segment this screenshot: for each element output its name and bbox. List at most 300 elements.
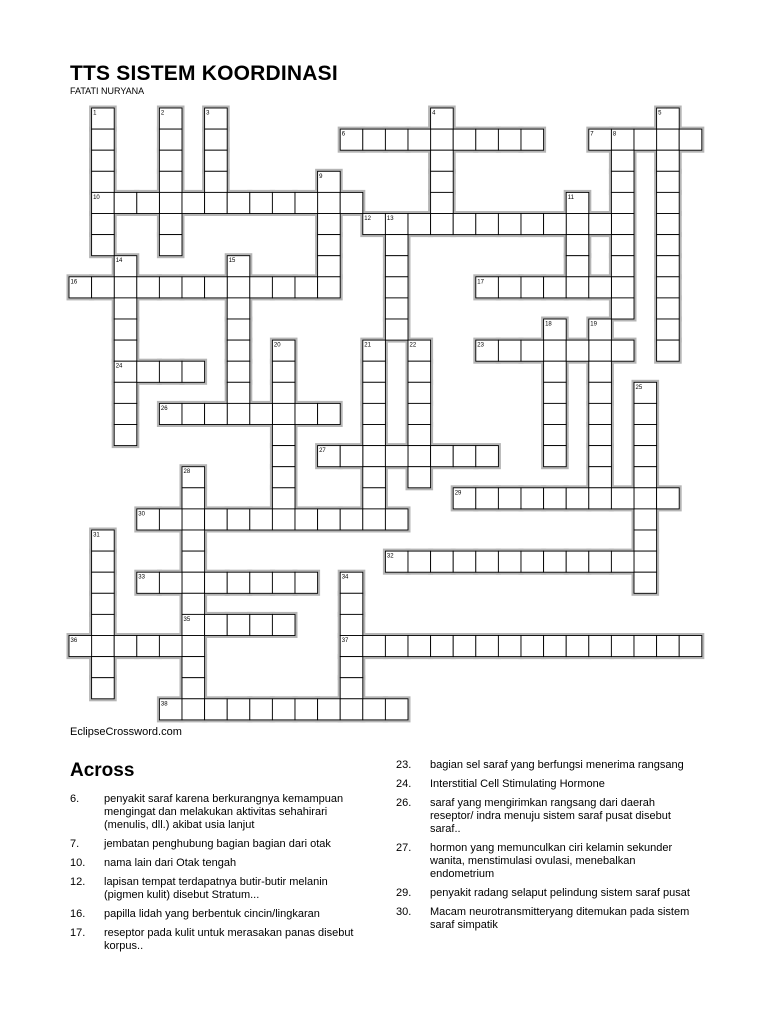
- grid-cell[interactable]: [272, 614, 295, 635]
- clue-item: [396, 778, 696, 791]
- grid-cell[interactable]: [657, 298, 680, 319]
- grid-cell[interactable]: [611, 235, 634, 256]
- clue-number-label: 31: [93, 532, 100, 539]
- grid-cell[interactable]: [272, 467, 295, 488]
- clue-item: [396, 797, 696, 836]
- grid-cell[interactable]: [657, 235, 680, 256]
- grid-cell[interactable]: [205, 509, 228, 530]
- grid-cell[interactable]: [431, 636, 454, 657]
- grid-cell[interactable]: [657, 340, 680, 361]
- grid-cell[interactable]: [521, 551, 544, 572]
- grid-cell[interactable]: [92, 214, 115, 235]
- grid-cell[interactable]: [634, 446, 657, 467]
- grid-cell[interactable]: [498, 214, 521, 235]
- grid-cell[interactable]: [589, 403, 612, 424]
- grid-cell[interactable]: [250, 509, 273, 530]
- grid-cell[interactable]: [408, 467, 431, 488]
- grid-cell[interactable]: [340, 509, 363, 530]
- grid-cell[interactable]: [363, 636, 386, 657]
- grid-cell[interactable]: [182, 277, 205, 298]
- grid-cell[interactable]: [544, 361, 567, 382]
- grid-cell[interactable]: [453, 636, 476, 657]
- grid-cell[interactable]: [92, 614, 115, 635]
- grid-cell[interactable]: [363, 467, 386, 488]
- clue-text: reseptor pada kulit untuk merasakan panas disebut korpus..: [104, 927, 354, 952]
- grid-cell[interactable]: [476, 214, 499, 235]
- grid-cell[interactable]: [566, 235, 589, 256]
- grid-cell[interactable]: [363, 699, 386, 720]
- grid-cell[interactable]: [205, 150, 228, 171]
- grid-cell[interactable]: [634, 551, 657, 572]
- grid-cell[interactable]: [589, 382, 612, 403]
- grid-cell[interactable]: [159, 509, 182, 530]
- grid-cell[interactable]: [272, 425, 295, 446]
- grid-cell[interactable]: [318, 214, 341, 235]
- grid-cell[interactable]: [227, 298, 250, 319]
- grid-cell[interactable]: [611, 636, 634, 657]
- grid-cell[interactable]: [611, 256, 634, 277]
- grid-cell[interactable]: [182, 192, 205, 213]
- clue-number-label: 10: [93, 194, 100, 201]
- grid-cell[interactable]: [408, 361, 431, 382]
- clue-number-label: 12: [364, 216, 371, 222]
- grid-cell[interactable]: [385, 509, 408, 530]
- clue-number-label: 21: [364, 342, 371, 349]
- grid-cell[interactable]: [476, 129, 499, 150]
- grid-cell[interactable]: [476, 446, 499, 467]
- grid-cell[interactable]: [611, 192, 634, 213]
- grid-cell[interactable]: [272, 509, 295, 530]
- grid-cell[interactable]: [476, 551, 499, 572]
- grid-cell[interactable]: [566, 214, 589, 235]
- grid-cell[interactable]: [318, 699, 341, 720]
- grid-cell[interactable]: [657, 171, 680, 192]
- puzzle-title: TTS SISTEM KOORDINASI: [70, 62, 338, 85]
- grid-cell[interactable]: [566, 551, 589, 572]
- grid-cell[interactable]: [182, 678, 205, 699]
- grid-cell[interactable]: [92, 551, 115, 572]
- grid-cell[interactable]: [544, 340, 567, 361]
- grid-cell[interactable]: [227, 699, 250, 720]
- grid-cell[interactable]: [385, 636, 408, 657]
- clue-number-label: 38: [160, 701, 168, 708]
- grid-cell[interactable]: [544, 277, 567, 298]
- grid-cell[interactable]: [498, 129, 521, 150]
- grid-cell[interactable]: [159, 214, 182, 235]
- clue-number-label: 5: [658, 110, 662, 117]
- clue-number: 23.: [396, 759, 412, 771]
- grid-cell[interactable]: [611, 150, 634, 171]
- clue-item: [70, 838, 360, 851]
- grid-cell[interactable]: [205, 572, 228, 593]
- grid-cell[interactable]: [476, 636, 499, 657]
- clue-item: [70, 908, 360, 921]
- grid-cell[interactable]: [566, 256, 589, 277]
- grid-cell[interactable]: [385, 319, 408, 340]
- grid-cell[interactable]: [250, 614, 273, 635]
- grid-cell[interactable]: [318, 235, 341, 256]
- grid-cell[interactable]: [182, 509, 205, 530]
- puzzle-author: FATATI NURYANA: [70, 86, 145, 96]
- grid-cell[interactable]: [159, 150, 182, 171]
- grid-cell[interactable]: [634, 425, 657, 446]
- clue-number: 24.: [396, 778, 412, 790]
- grid-cell[interactable]: [227, 319, 250, 340]
- grid-cell[interactable]: [634, 467, 657, 488]
- grid-cell[interactable]: [318, 277, 341, 298]
- grid-cell[interactable]: [634, 636, 657, 657]
- clue-number-label: 17: [477, 279, 484, 286]
- grid-cell[interactable]: [182, 488, 205, 509]
- clue-text: lapisan tempat terdapatnya butir-butir melanin (pigmen kulit) disebut Stratum...: [104, 876, 328, 901]
- grid-cell[interactable]: [657, 277, 680, 298]
- grid-cell[interactable]: [657, 214, 680, 235]
- credit-text: EclipseCrossword.com: [70, 726, 182, 738]
- grid-cell[interactable]: [498, 636, 521, 657]
- grid-cell[interactable]: [385, 129, 408, 150]
- clue-number-label: 28: [183, 469, 191, 476]
- grid-cell[interactable]: [566, 488, 589, 509]
- grid-cell[interactable]: [634, 129, 657, 150]
- grid-cell[interactable]: [498, 551, 521, 572]
- grid-cell[interactable]: [318, 256, 341, 277]
- grid-cell[interactable]: [227, 382, 250, 403]
- grid-cell[interactable]: [634, 403, 657, 424]
- grid-cell[interactable]: [408, 446, 431, 467]
- grid-cell[interactable]: [566, 340, 589, 361]
- grid-cell[interactable]: [363, 446, 386, 467]
- grid-cell[interactable]: [340, 192, 363, 213]
- grid-cell[interactable]: [340, 614, 363, 635]
- grid-cell[interactable]: [363, 382, 386, 403]
- grid-cell[interactable]: [431, 551, 454, 572]
- grid-cell[interactable]: [295, 192, 318, 213]
- grid-cell[interactable]: [611, 488, 634, 509]
- grid-cell[interactable]: [431, 214, 454, 235]
- grid-cell[interactable]: [250, 192, 273, 213]
- grid-cell[interactable]: [589, 425, 612, 446]
- grid-cell[interactable]: [182, 551, 205, 572]
- grid-cell[interactable]: [318, 192, 341, 213]
- grid-cell[interactable]: [159, 235, 182, 256]
- grid-cell[interactable]: [589, 361, 612, 382]
- grid-cell[interactable]: [114, 636, 137, 657]
- grid-cell[interactable]: [453, 446, 476, 467]
- grid-cell[interactable]: [340, 446, 363, 467]
- grid-cell[interactable]: [363, 488, 386, 509]
- grid-cell[interactable]: [272, 361, 295, 382]
- grid-cell[interactable]: [589, 467, 612, 488]
- grid-cell[interactable]: [657, 129, 680, 150]
- grid-cell[interactable]: [453, 551, 476, 572]
- grid-cell[interactable]: [272, 446, 295, 467]
- clue-item: [396, 887, 696, 900]
- grid-cell[interactable]: [159, 171, 182, 192]
- grid-cell[interactable]: [657, 192, 680, 213]
- grid-cell[interactable]: [657, 636, 680, 657]
- grid-cell[interactable]: [114, 340, 137, 361]
- grid-cell[interactable]: [408, 551, 431, 572]
- grid-cell[interactable]: [92, 171, 115, 192]
- clue-number-label: 37: [341, 638, 349, 644]
- grid-cell[interactable]: [272, 403, 295, 424]
- grid-cell[interactable]: [431, 129, 454, 150]
- grid-cell[interactable]: [611, 214, 634, 235]
- grid-cell[interactable]: [521, 636, 544, 657]
- grid-cell[interactable]: [92, 657, 115, 678]
- grid-cell[interactable]: [589, 551, 612, 572]
- grid-cell[interactable]: [611, 340, 634, 361]
- grid-cell[interactable]: [634, 572, 657, 593]
- clue-number-label: 27: [319, 448, 326, 455]
- grid-cell[interactable]: [295, 509, 318, 530]
- grid-cell[interactable]: [227, 361, 250, 382]
- grid-cell[interactable]: [340, 699, 363, 720]
- grid-cell[interactable]: [521, 340, 544, 361]
- clue-number-label: 20: [273, 342, 281, 349]
- grid-cell[interactable]: [92, 636, 115, 657]
- grid-cell[interactable]: [521, 277, 544, 298]
- grid-cell[interactable]: [657, 150, 680, 171]
- grid-cell[interactable]: [114, 298, 137, 319]
- grid-cell[interactable]: [182, 699, 205, 720]
- grid-cell[interactable]: [611, 277, 634, 298]
- grid-cell[interactable]: [159, 572, 182, 593]
- clue-text: nama lain dari Otak tengah: [104, 857, 237, 869]
- grid-cell[interactable]: [227, 614, 250, 635]
- grid-cell[interactable]: [431, 150, 454, 171]
- grid-cell[interactable]: [431, 171, 454, 192]
- grid-cell[interactable]: [137, 192, 160, 213]
- clue-text: Interstitial Cell Stimulating Hormone: [430, 778, 605, 790]
- grid-cell[interactable]: [182, 403, 205, 424]
- grid-cell[interactable]: [114, 403, 137, 424]
- grid-cell[interactable]: [272, 382, 295, 403]
- grid-cell[interactable]: [385, 298, 408, 319]
- grid-cell[interactable]: [679, 636, 702, 657]
- grid-cell[interactable]: [363, 425, 386, 446]
- grid-cell[interactable]: [498, 340, 521, 361]
- grid-cell[interactable]: [205, 403, 228, 424]
- clue-number: 29.: [396, 887, 412, 899]
- grid-cell[interactable]: [272, 192, 295, 213]
- grid-cell[interactable]: [114, 319, 137, 340]
- grid-cell[interactable]: [385, 446, 408, 467]
- clue-number-label: 24: [115, 363, 123, 370]
- grid-cell[interactable]: [634, 509, 657, 530]
- grid-cell[interactable]: [385, 235, 408, 256]
- grid-cell[interactable]: [114, 382, 137, 403]
- grid-cell[interactable]: [137, 636, 160, 657]
- grid-cell[interactable]: [657, 256, 680, 277]
- grid-cell[interactable]: [363, 509, 386, 530]
- grid-cell[interactable]: [182, 593, 205, 614]
- grid-cell[interactable]: [159, 129, 182, 150]
- grid-cell[interactable]: [92, 593, 115, 614]
- grid-cell[interactable]: [205, 277, 228, 298]
- grid-cell[interactable]: [385, 699, 408, 720]
- grid-cell[interactable]: [566, 277, 589, 298]
- grid-cell[interactable]: [137, 277, 160, 298]
- grid-cell[interactable]: [589, 277, 612, 298]
- clue-item: [396, 906, 696, 932]
- grid-cell[interactable]: [679, 129, 702, 150]
- grid-cell[interactable]: [589, 214, 612, 235]
- grid-cell[interactable]: [295, 699, 318, 720]
- grid-cell[interactable]: [159, 192, 182, 213]
- grid-cell[interactable]: [272, 699, 295, 720]
- grid-cell[interactable]: [589, 446, 612, 467]
- grid-cell[interactable]: [92, 129, 115, 150]
- grid-cell[interactable]: [611, 551, 634, 572]
- grid-cell[interactable]: [431, 446, 454, 467]
- grid-cell[interactable]: [295, 277, 318, 298]
- grid-cell[interactable]: [295, 403, 318, 424]
- grid-cell[interactable]: [657, 319, 680, 340]
- across-heading: Across: [70, 760, 135, 781]
- clue-text: papilla lidah yang berbentuk cincin/lingkaran: [104, 908, 320, 920]
- grid-cell[interactable]: [318, 403, 341, 424]
- grid-cell[interactable]: [92, 572, 115, 593]
- grid-cell[interactable]: [611, 171, 634, 192]
- grid-cell[interactable]: [544, 446, 567, 467]
- grid-cell[interactable]: [205, 614, 228, 635]
- grid-cell[interactable]: [114, 192, 137, 213]
- grid-cell[interactable]: [250, 699, 273, 720]
- clue-text: hormon yang memunculkan ciri kelamin sekunder wanita, menstimulasi ovulasi, menebalkan endometrium: [430, 842, 673, 880]
- grid-cell[interactable]: [92, 678, 115, 699]
- grid-cell[interactable]: [137, 361, 160, 382]
- grid-cell[interactable]: [227, 277, 250, 298]
- clue-number-label: 14: [115, 258, 123, 265]
- grid-cell[interactable]: [205, 129, 228, 150]
- grid-cell[interactable]: [611, 298, 634, 319]
- grid-cell[interactable]: [250, 403, 273, 424]
- clue-item: [70, 793, 360, 832]
- clue-item: [396, 759, 696, 772]
- grid-cell[interactable]: [227, 509, 250, 530]
- grid-cell[interactable]: [272, 572, 295, 593]
- clue-number-label: 1: [93, 110, 97, 117]
- grid-cell[interactable]: [544, 403, 567, 424]
- grid-cell[interactable]: [363, 403, 386, 424]
- clue-number-label: 18: [545, 321, 552, 328]
- clue-item: [396, 842, 696, 881]
- grid-cell[interactable]: [589, 340, 612, 361]
- grid-cell[interactable]: [227, 192, 250, 213]
- grid-cell[interactable]: [634, 488, 657, 509]
- clue-number-label: 8: [612, 131, 617, 138]
- clue-text: bagian sel saraf yang berfungsi menerima rangsang: [430, 759, 684, 771]
- grid-cell[interactable]: [92, 235, 115, 256]
- grid-cell[interactable]: [159, 636, 182, 657]
- clue-number-label: 2: [160, 110, 165, 117]
- grid-cell[interactable]: [476, 488, 499, 509]
- grid-cell[interactable]: [340, 593, 363, 614]
- grid-cell[interactable]: [227, 403, 250, 424]
- grid-cell[interactable]: [521, 488, 544, 509]
- grid-cell[interactable]: [521, 129, 544, 150]
- clue-number-label: 11: [567, 194, 574, 201]
- grid-cell[interactable]: [205, 192, 228, 213]
- clue-number: 10.: [70, 857, 86, 869]
- grid-cell[interactable]: [544, 488, 567, 509]
- grid-cell[interactable]: [544, 382, 567, 403]
- grid-cell[interactable]: [295, 572, 318, 593]
- grid-cell[interactable]: [453, 214, 476, 235]
- grid-cell[interactable]: [453, 129, 476, 150]
- grid-cell[interactable]: [318, 509, 341, 530]
- grid-cell[interactable]: [182, 636, 205, 657]
- clue-number-label: 26: [160, 405, 168, 412]
- clue-text: penyakit radang selaput pelindung sistem saraf pusat: [430, 887, 690, 899]
- grid-cell[interactable]: [408, 636, 431, 657]
- grid-cell[interactable]: [408, 129, 431, 150]
- clue-number: 6.: [70, 793, 80, 805]
- grid-cell[interactable]: [521, 214, 544, 235]
- grid-cell[interactable]: [544, 425, 567, 446]
- grid-cell[interactable]: [363, 361, 386, 382]
- grid-cell[interactable]: [431, 192, 454, 213]
- grid-cell[interactable]: [92, 150, 115, 171]
- clue-number-label: 36: [70, 638, 78, 644]
- clue-text: Macam neurotransmitteryang ditemukan pada sistem saraf simpatik: [430, 906, 690, 931]
- grid-cell[interactable]: [363, 129, 386, 150]
- grid-cell[interactable]: [182, 572, 205, 593]
- grid-cell[interactable]: [544, 636, 567, 657]
- grid-cell[interactable]: [205, 171, 228, 192]
- grid-cell[interactable]: [205, 699, 228, 720]
- grid-cell[interactable]: [92, 277, 115, 298]
- grid-cell[interactable]: [272, 488, 295, 509]
- clue-number-label: 13: [386, 216, 394, 222]
- grid-cell[interactable]: [227, 340, 250, 361]
- grid-cell[interactable]: [589, 488, 612, 509]
- grid-cell[interactable]: [340, 657, 363, 678]
- grid-cell[interactable]: [182, 530, 205, 551]
- grid-cell[interactable]: [182, 361, 205, 382]
- grid-cell[interactable]: [498, 277, 521, 298]
- clue-number-label: 7: [590, 131, 594, 138]
- grid-cell[interactable]: [566, 636, 589, 657]
- clue-number-label: 25: [635, 384, 643, 391]
- grid-cell[interactable]: [408, 425, 431, 446]
- grid-cell[interactable]: [385, 277, 408, 298]
- grid-cell[interactable]: [385, 256, 408, 277]
- grid-cell[interactable]: [250, 277, 273, 298]
- grid-cell[interactable]: [408, 214, 431, 235]
- grid-cell[interactable]: [498, 488, 521, 509]
- grid-cell[interactable]: [408, 382, 431, 403]
- grid-cell[interactable]: [634, 530, 657, 551]
- grid-cell[interactable]: [182, 657, 205, 678]
- clue-number-label: 19: [590, 321, 597, 328]
- grid-cell[interactable]: [589, 636, 612, 657]
- grid-cell[interactable]: [114, 277, 137, 298]
- grid-cell[interactable]: [544, 214, 567, 235]
- grid-cell[interactable]: [657, 488, 680, 509]
- grid-cell[interactable]: [227, 572, 250, 593]
- clue-number-label: 30: [138, 511, 145, 518]
- grid-cell[interactable]: [250, 572, 273, 593]
- grid-cell[interactable]: [114, 425, 137, 446]
- grid-cell[interactable]: [340, 678, 363, 699]
- grid-cell[interactable]: [408, 403, 431, 424]
- grid-cell[interactable]: [159, 277, 182, 298]
- grid-cell[interactable]: [544, 551, 567, 572]
- grid-cell[interactable]: [272, 277, 295, 298]
- grid-cell[interactable]: [159, 361, 182, 382]
